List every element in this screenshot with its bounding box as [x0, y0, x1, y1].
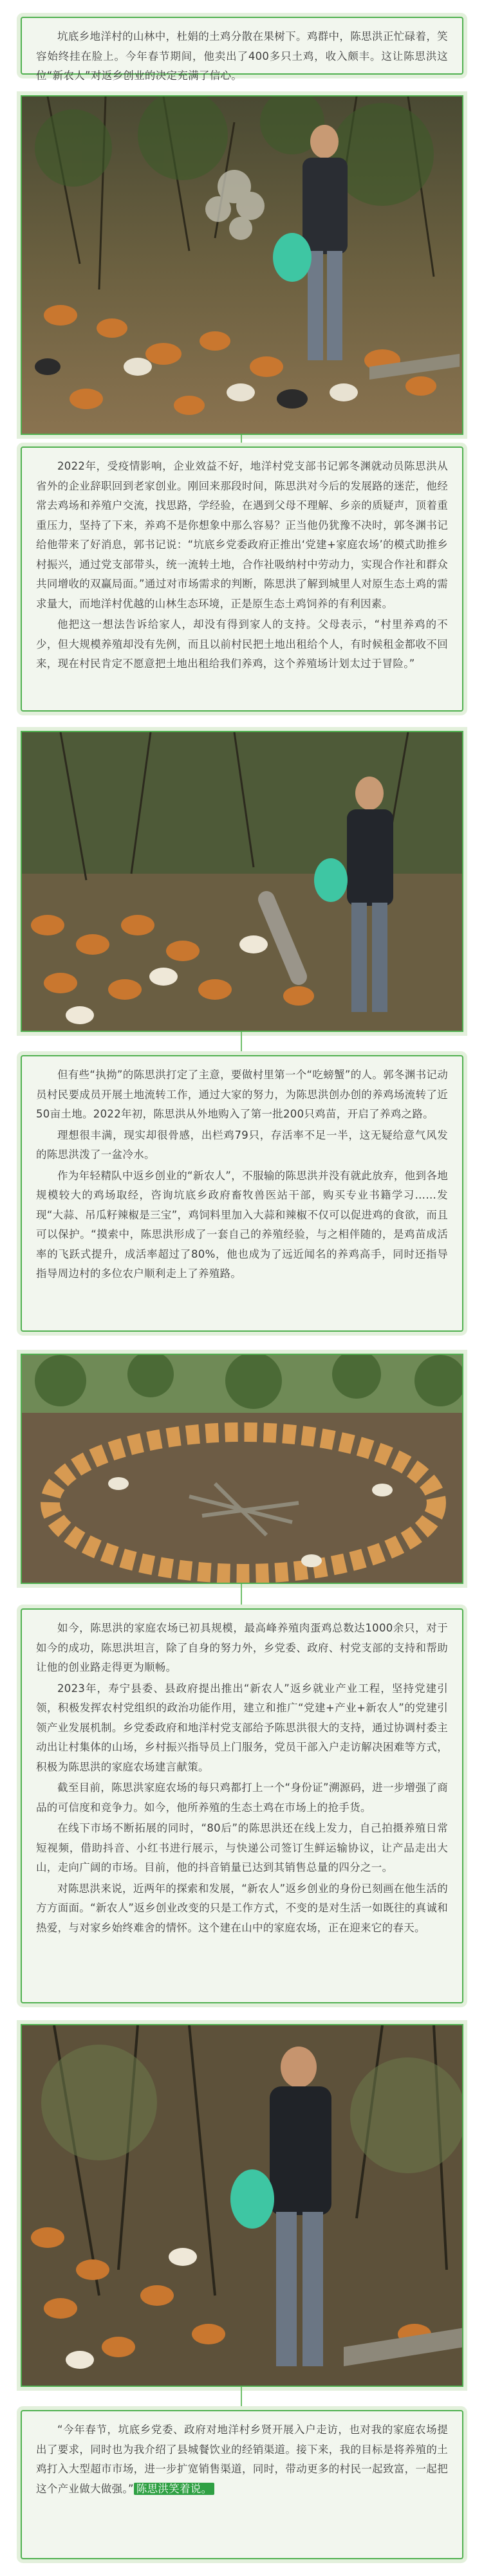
photo-farmer-feeding-chickens [21, 95, 463, 435]
section1-paragraph-1: 2022年，受疫情影响，企业效益不好，地洋村党支部书记郭冬渊就动员陈思洪从省外的企业辞职回到老家创业。刚回来那段时间，陈思洪对今后的发展路的迷茫，他经常去鸡场和养殖户交流，找思路，学经验，在遇到父母不理解、乡亲的质疑声，顶着重重压力，坚持了下来，养鸡不是你想象中那么容易？正当他仍犹豫不决时，郭冬渊书记给他带来了好消息，郭书记说：“坑底乡党委政府正推出‘党建+家庭农场’的模式助推乡村振兴，通过党支部带头，统一流转土地，合作社吸纳村中劳动力，实现合作社和群众共同增收的双赢局面。”通过对市场需求的判断，陈思洪了解到城里人对原生态土鸡的需求量大，而地洋村优越的山林生态环境，正是原生态土鸡饲养的有利因素。 [36, 460, 448, 610]
photo-farmer-with-flock [21, 731, 463, 1032]
divider-line [241, 1584, 242, 1608]
section2-paragraph-1: 但有些“执拗”的陈思洪打定了主意，要做村里第一个“吃螃蟹”的人。郭冬渊书记动员村民要成员开展土地流转工作，通过大家的努力，为陈思洪创办创的养鸡场流转了近50亩土地。2022年初，陈思洪从外地购入了第一批200只鸡苗，开启了养鸡之路。 [36, 1069, 448, 1121]
section2-paragraph-3: 作为年轻精队中返乡创业的“新农人”，不服输的陈思洪并没有就此放弃，他到各地规模较大的鸡场取经，咨询坑底乡政府畜牧兽医站干部，购买专业书籍学习……发现“大蒜、吊瓜籽辣椒是三宝”，鸡饲料里加入大蒜和辣椒不仅可以促进鸡的食欲，而且可以保护。“摸索中，陈思洪形成了一套自己的养殖经验，与之相伴随的，是鸡苗成活率的飞跃式提升，成活率超过了80%，他也成为了远近闻名的养鸡高手，同时还指导指导周边村的多位农户顺利走上了养殖路。 [36, 1169, 448, 1280]
section3-paragraph-3: 截至目前，陈思洪家庭农场的每只鸡都打上一个“身份证”溯源码，进一步增强了商品的可信度和竞争力。如今，他所养殖的生态土鸡在市场上的抢手货。 [36, 1781, 448, 1814]
photo-chickens-circle-field [21, 1354, 463, 1584]
section3-paragraph-5: 对陈思洪来说，近两年的探索和发展，“新农人”返乡创业的身份已刻画在他生活的方方面面。“新农人”返乡创业改变的只是工作方式，不变的是对生活一如既往的真诚和热爱，与对家乡始终难舍的情怀。这个建在山中的家庭农场，正在迎来它的春天。 [36, 1882, 448, 1934]
photo-farmer-portrait [21, 2024, 463, 2387]
section3-paragraph-4: 在线下市场不断拓展的同时，“80后”的陈思洪还在线上发力，自己拍摄养殖日常短视频，借助抖音、小红书进行展示，与快递公司签订生鲜运输协议，让产品走出大山，走向广阔的市场。目前，他的抖音销量已达到其销售总量的四分之一。 [36, 1822, 448, 1874]
section3-paragraph-1: 如今，陈思洪的家庭农场已初具规模，最高峰养殖肉蛋鸡总数达1000余只，对于如今的成功，陈思洪坦言，除了自身的努力外，乡党委、政府、村党支部的支持和帮助让他的创业路走得更为顺畅。 [36, 1622, 448, 1674]
section1-paragraph-2: 他把这一想法告诉给家人，却没有得到家人的支持。父母表示，“村里养鸡的不少，但大规模养殖却没有先例，而且以前村民把土地出租给个人，有时候租金都收不回来，现在村民肯定不愿意把土地出租给我们养鸡，这个养殖场计划太过于冒险。” [36, 618, 448, 670]
closing-highlight: 陈思洪笑着说。 [134, 2483, 215, 2495]
closing-paragraph [36, 2420, 448, 2499]
section3-text-card [21, 1608, 463, 2003]
divider-line [241, 2387, 242, 2410]
divider-line [241, 435, 242, 446]
section1-text-card [21, 446, 463, 712]
section2-paragraph-2: 理想很丰满，现实却很骨感，出栏鸡79只，存活率不足一半，这无疑给意气风发的陈思洪泼了一盆冷水。 [36, 1128, 448, 1161]
divider-line [241, 1032, 242, 1055]
section3-paragraph-2: 2023年，寿宁县委、县政府提出推出“新农人”返乡就业产业工程，坚持党建引领，积极发挥农村党组织的政治功能作用，建立和推广“党建+产业+新农人”的党建引领产业发展机制。乡党委政府和地洋村党支部给予陈思洪很大的支持，通过协调村委主动出让村集体的山场，乡村振兴指导员上门服务，党员干部入户走访解决困难等方式，积极为陈思洪的家庭农场建言献策。 [36, 1682, 448, 1773]
section2-text-card [21, 1055, 463, 1332]
intro-paragraph: 坑底乡地洋村的山林中，杜娟的土鸡分散在果树下。鸡群中，陈思洪正忙碌着，笑容始终挂在脸上。今年春节期间，他卖出了400多只土鸡，收入颇丰。这让陈思洪这位“新农人”对返乡创业的决定充满了信心。 [36, 30, 448, 82]
intro-text-card [21, 17, 463, 82]
closing-text-card [21, 2410, 463, 2559]
closing-quote: “今年春节，坑底乡党委、政府对地洋村乡贤开展入户走访，也对我的家庭农场提出了要求，同时也为我介绍了县城餐饮业的经销渠道。接下来，我的目标是将养殖的土鸡打入大型超市市场，进一步扩宽销售渠道，同时，带动更多的村民一起致富，一起把这个产业做大做强。” [36, 2424, 448, 2495]
